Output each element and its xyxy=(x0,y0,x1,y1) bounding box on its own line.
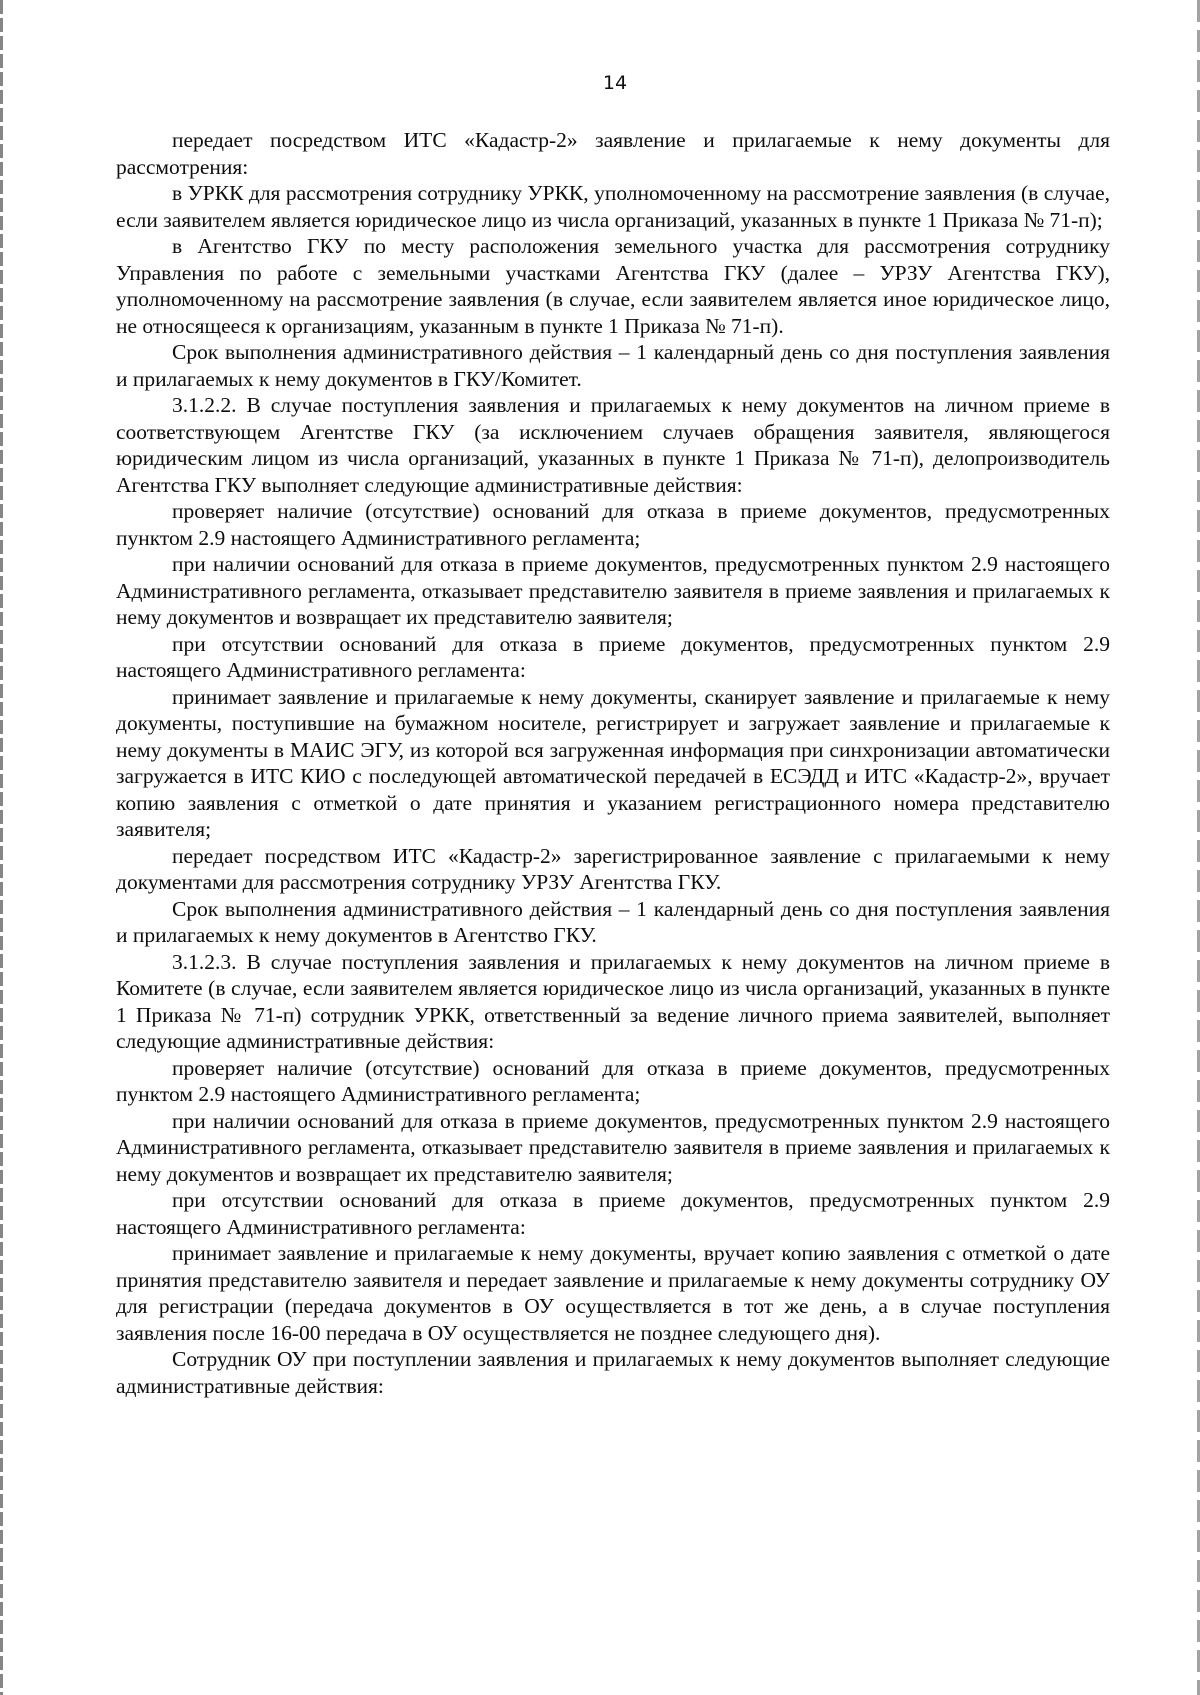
paragraph: при отсутствии оснований для отказа в приеме документов, предусмотренных пунктом 2.9 настоящего Административного регламента: xyxy=(116,631,1110,682)
paragraph: проверяет наличие (отсутствие) оснований для отказа в приеме документов, предусмотренных пунктом 2.9 настоящего Административного регламента; xyxy=(116,499,1110,550)
paragraph: 3.1.2.2. В случае поступления заявления и прилагаемых к нему документов на личном приеме в соответствующем Агентстве ГКУ (за исключением случаев обращения заявителя, являющегося юридическим лицом из числа организаций, указанных в пункте 1 Приказа № 71-п), делопроизводитель Агентства ГКУ выполняет следующие административные действия: xyxy=(116,393,1110,497)
paragraph: принимает заявление и прилагаемые к нему документы, вручает копию заявления с отметкой о дате принятия представителю заявителя и передает заявление и прилагаемые к нему документы сотруднику ОУ для регистрации (передача документов в ОУ осуществляется в тот же день, а в случае поступления заявления после 16-00 передача в ОУ осуществляется не позднее следующего дня). xyxy=(116,1241,1110,1345)
page-number: 14 xyxy=(602,72,628,94)
paragraph: принимает заявление и прилагаемые к нему документы, сканирует заявление и прилагаемые к нему документы, поступившие на бумажном носителе, регистрирует и загружает заявление и прилагаемые к нему документы в МАИС ЭГУ, из которой вся загруженная информация при синхронизации автоматически загружается в ИТС КИО с последующей автоматической передачей в ЕСЭДД и ИТС «Кадастр-2», вручает копию заявления с отметкой о дате принятия и указанием регистрационного номера представителю заявителя; xyxy=(116,684,1110,841)
paragraph: Сотрудник ОУ при поступлении заявления и прилагаемых к нему документов выполняет следующие административные действия: xyxy=(116,1347,1110,1398)
paragraph: передает посредством ИТС «Кадастр-2» зарегистрированное заявление с прилагаемыми к нему документами для рассмотрения сотруднику УРЗУ Агентства ГКУ. xyxy=(116,843,1110,894)
paragraph: Срок выполнения административного действия – 1 календарный день со дня поступления заявления и прилагаемых к нему документов в ГКУ/Комитет. xyxy=(116,340,1110,391)
paragraph: при наличии оснований для отказа в приеме документов, предусмотренных пунктом 2.9 настоящего Административного регламента, отказывает представителю заявителя в приеме заявления и прилагаемых к нему документов и возвращает их представителю заявителя; xyxy=(116,1108,1110,1186)
scan-edge-left xyxy=(0,0,3,1695)
paragraph: при наличии оснований для отказа в приеме документов, предусмотренных пунктом 2.9 настоящего Административного регламента, отказывает представителю заявителя в приеме заявления и прилагаемых к нему документов и возвращает их представителю заявителя; xyxy=(116,552,1110,629)
paragraph: проверяет наличие (отсутствие) оснований для отказа в приеме документов, предусмотренных пунктом 2.9 настоящего Административного регламента; xyxy=(116,1055,1110,1106)
paragraph: 3.1.2.3. В случае поступления заявления и прилагаемых к нему документов на личном приеме в Комитете (в случае, если заявителем является юридическое лицо из числа организаций, указанных в пункте 1 Приказа № 71-п) сотрудник УРКК, ответственный за ведение личного приема заявителей, выполняет следующие административные действия: xyxy=(116,949,1110,1053)
paragraph: в УРКК для рассмотрения сотруднику УРКК, уполномоченному на рассмотрение заявления (в случае, если заявителем является юридическое лицо из числа организаций, указанных в пункте 1 Приказа № 71-п); xyxy=(116,181,1110,232)
document-body xyxy=(116,127,1110,1399)
paragraph: передает посредством ИТС «Кадастр-2» заявление и прилагаемые к нему документы для рассмотрения: xyxy=(116,128,1110,179)
paragraph: Срок выполнения административного действия – 1 календарный день со дня поступления заявления и прилагаемых к нему документов в Агентство ГКУ. xyxy=(116,896,1110,947)
paragraph: в Агентство ГКУ по месту расположения земельного участка для рассмотрения сотруднику Управления по работе с земельными участками Агентства ГКУ (далее – УРЗУ Агентства ГКУ), уполномоченному на рассмотрение заявления (в случае, если заявителем является иное юридическое лицо, не относящееся к организациям, указанным в пункте 1 Приказа № 71-п). xyxy=(116,234,1110,338)
paragraph: при отсутствии оснований для отказа в приеме документов, предусмотренных пунктом 2.9 настоящего Административного регламента: xyxy=(116,1188,1110,1239)
